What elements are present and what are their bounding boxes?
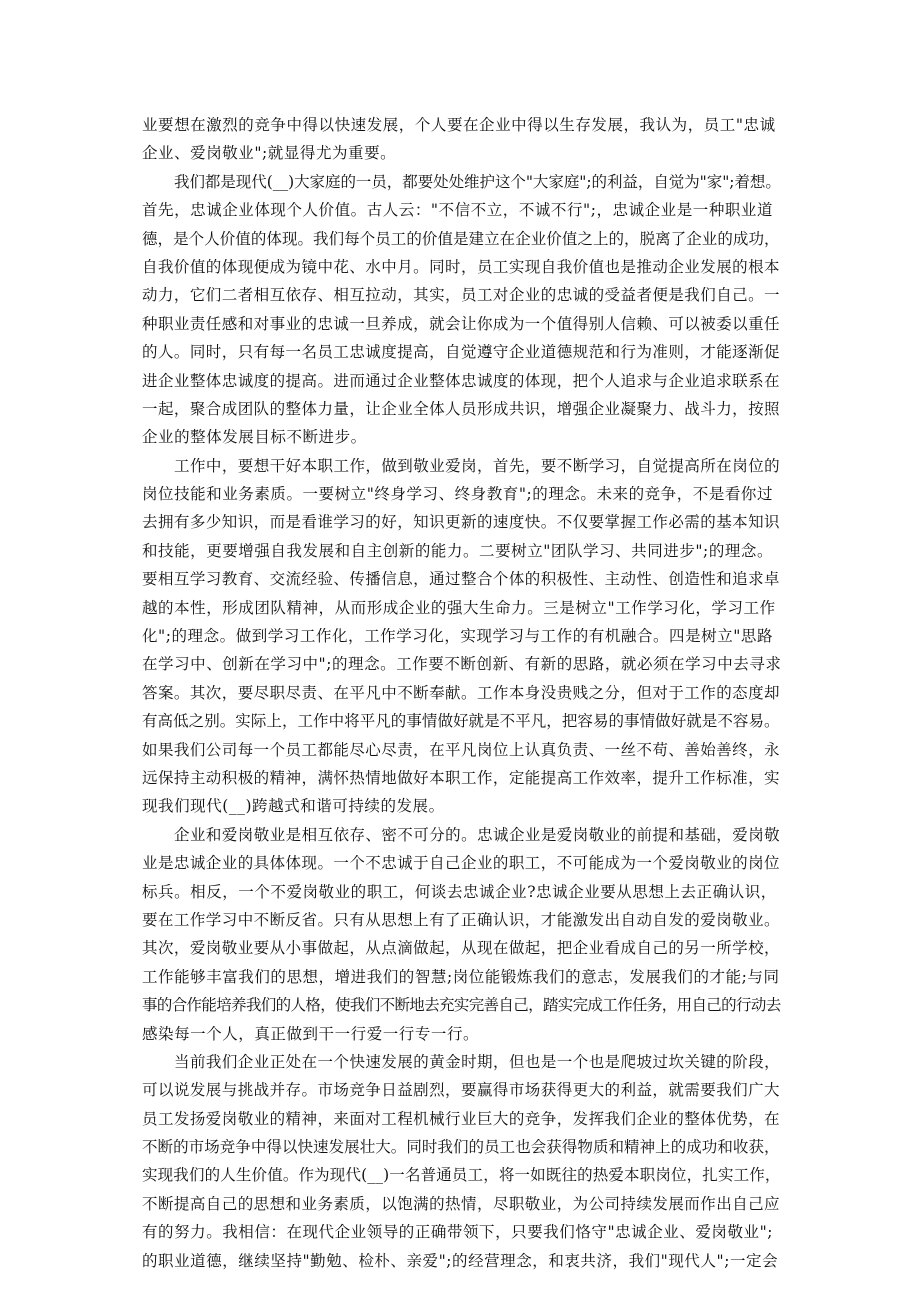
text-line: 感染每一个人，真正做到干一行爱一行专一行。 (142, 1024, 480, 1043)
text-line: 的人。同时，只有每一名员工忠诚度提高，自觉遵守企业道德规范和行为准则，才能逐渐促 (142, 343, 781, 362)
paragraph-first-line: 企业和爱岗敬业是相互依存、密不可分的。忠诚企业是爱岗敬业的前提和基础，爱岗敬 (174, 825, 781, 844)
document-body (142, 111, 782, 1275)
text-line: 远保持主动积极的精神，满怀热情地做好本职工作，定能提高工作效率，提升工作标准，实 (142, 768, 781, 787)
text-line: 答案。其次，要尽职尽责、在平凡中不断奉献。工作本身没贵贱之分，但对于工作的态度却 (142, 683, 781, 702)
text-line: 首先，忠诚企业体现个人价值。古人云："不信不立，不诚不行";，忠诚企业是一种职业道 (142, 201, 774, 220)
paragraph-first-line: 工作中，要想干好本职工作，做到敬业爱岗，首先，要不断学习，自觉提高所在岗位的 (174, 456, 781, 475)
paragraph-first-line: 当前我们企业正处在一个快速发展的黄金时期，但也是一个也是爬坡过坎关键的阶段， (174, 1052, 781, 1071)
text-line: 不断提高自己的思想和业务素质，以饱满的热情，尽职敬业，为公司持续发展而作出自己应 (142, 1194, 781, 1213)
text-line: 业要想在激烈的竞争中得以快速发展，个人要在企业中得以生存发展，我认为，员工"忠诚 (142, 116, 776, 134)
text-line: 化";的理念。做到学习工作化，工作学习化，实现学习与工作的有机融合。四是树立"思路 (142, 627, 774, 646)
text-line: 要在工作学习中不断反省。只有从思想上有了正确认识，才能激发出自动自发的爱岗敬业。 (142, 910, 781, 929)
text-line: 事的合作能培养我们的人格，使我们不断地去充实完善自己，踏实完成工作任务，用自己的行动去 (142, 996, 781, 1015)
paragraph-first-line: 我们都是现代(__)大家庭的一员，都要处处维护这个"大家庭";的利益，自觉为"家";着想。 (174, 172, 781, 191)
text-line: 动力，它们二者相互依存、相互拉动，其实，员工对企业的忠诚的受益者便是我们自己。一 (142, 286, 781, 305)
text-line: 可以说发展与挑战并存。市场竞争日益剧烈，要赢得市场获得更大的利益，就需要我们广大 (142, 1081, 781, 1100)
text-line: 标兵。相反，一个不爱岗敬业的职工，何谈去忠诚企业?忠诚企业要从思想上去正确认识， (142, 882, 777, 901)
text-line: 实现我们的人生价值。作为现代(__)一名普通员工，将一如既往的热爱本职岗位，扎实工作， (142, 1166, 781, 1185)
text-line: 不断的市场竞争中得以快速发展壮大。同时我们的员工也会获得物质和精神上的成功和收获， (142, 1138, 780, 1157)
text-line: 岗位技能和业务素质。一要树立"终身学习、终身教育";的理念。未来的竞争，不是看你过 (142, 485, 774, 504)
text-line: 员工发扬爱岗敬业的精神，来面对工程机械行业巨大的竞争，发挥我们企业的整体优势，在 (142, 1109, 781, 1128)
text-line: 一起，聚合成团队的整体力量，让企业全体人员形成共识，增强企业凝聚力、战斗力，按照 (142, 399, 781, 418)
text-line: 种职业责任感和对事业的忠诚一旦养成，就会让你成为一个值得别人信赖、可以被委以重任 (142, 314, 781, 333)
text-line: 自我价值的体现便成为镜中花、水中月。同时，员工实现自我价值也是推动企业发展的根本 (142, 257, 781, 276)
text-line: 业是忠诚企业的具体体现。一个不忠诚于自己企业的职工，不可能成为一个爱岗敬业的岗位 (142, 854, 781, 873)
text-line: 有的努力。我相信：在现代企业领导的正确带领下，只要我们恪守"忠诚企业、爱岗敬业"; (142, 1223, 774, 1242)
text-line: 企业的整体发展目标不断进步。 (142, 428, 367, 447)
text-line: 企业、爱岗敬业";就显得尤为重要。 (142, 144, 397, 163)
text-line: 越的本性，形成团队精神，从而形成企业的强大生命力。三是树立"工作学习化，学习工作 (142, 598, 776, 617)
text-line: 如果我们公司每一个员工都能尽心尽责，在平凡岗位上认真负责、一丝不苟、善始善终，永 (142, 740, 781, 759)
text-line: 和技能，更要增强自我发展和自主创新的能力。二要树立"团队学习、共同进步";的理念。 (142, 541, 774, 560)
text-line: 在学习中、创新在学习中";的理念。工作要不断创新、有新的思路，就必须在学习中去寻求 (142, 655, 782, 674)
text-line: 工作能够丰富我们的思想，增进我们的智慧;岗位能锻炼我们的意志，发展我们的才能;与同 (142, 967, 780, 986)
text-line: 去拥有多少知识，而是看谁学习的好，知识更新的速度快。不仅要掌握工作必需的基本知识 (142, 513, 781, 532)
text-line: 德，是个人价值的体现。我们每个员工的价值是建立在企业价值之上的，脱离了企业的成功， (142, 229, 780, 248)
text-line: 现我们现代(__)跨越式和谐可持续的发展。 (142, 797, 445, 816)
text-line: 进企业整体忠诚度的提高。进而通过企业整体忠诚度的体现，把个人追求与企业追求联系在 (142, 371, 781, 390)
text-line: 有高低之别。实际上，工作中将平凡的事情做好就是不平凡，把容易的事情做好就是不容易。 (142, 712, 780, 731)
text-line: 的职业道德，继续坚持"勤勉、检朴、亲爱";的经营理念，和衷共济，我们"现代人";一定会 (142, 1251, 779, 1270)
text-line: 其次，爱岗敬业要从小事做起，从点滴做起，从现在做起，把企业看成自己的另一所学校， (142, 939, 781, 958)
text-line: 要相互学习教育、交流经验、传播信息，通过整合个体的积极性、主动性、创造性和追求卓 (142, 570, 781, 589)
